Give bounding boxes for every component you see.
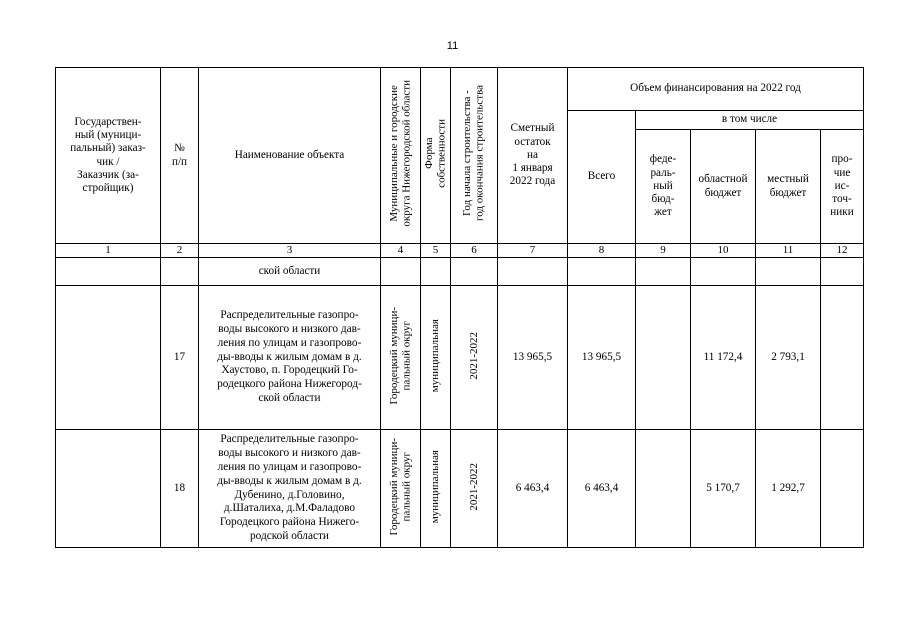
- row-federal: [636, 286, 691, 430]
- row-years: 2021-2022: [451, 286, 498, 430]
- object-name: Распределительные газопро- воды высокого и низкого дав- ления по улицам и газопрово- ды-вводы к жилым домам в д. Дубенино, д.Головино, д.Шаталиха, д.М.Фаладово Городецкого района Нижего- родской области: [199, 430, 381, 548]
- column-number: 5: [421, 244, 451, 258]
- column-number: 7: [498, 244, 568, 258]
- row-estimate: 6 463,4: [498, 430, 568, 548]
- continuation-text: ской области: [199, 258, 381, 286]
- continuation-row: [56, 258, 864, 286]
- row-local: 1 292,7: [756, 430, 821, 548]
- column-number: 10: [691, 244, 756, 258]
- row-ownership: муниципальная: [421, 430, 451, 548]
- row-federal: [636, 430, 691, 548]
- row-municipality: Городецкий муници- пальный округ: [381, 430, 421, 548]
- header-total: Всего: [568, 111, 636, 244]
- column-numbers-row: [56, 244, 864, 258]
- column-number: 6: [451, 244, 498, 258]
- header-local: местный бюджет: [756, 130, 821, 244]
- financing-table: [55, 67, 864, 548]
- header-years: Год начала строительства - год окончания строительства: [451, 68, 498, 244]
- header-financing: Объем финансирования на 2022 год: [568, 68, 864, 111]
- header-customer: Государствен- ный (муници- пальный) заказ- чик / Заказчик (за- стройщик): [56, 68, 161, 244]
- header-regional: областной бюджет: [691, 130, 756, 244]
- row-ownership: муниципальная: [421, 286, 451, 430]
- row-total: 13 965,5: [568, 286, 636, 430]
- header-ownership: Форма собственности: [421, 68, 451, 244]
- header-other: про- чие ис- точ- ники: [821, 130, 864, 244]
- header-no: № п/п: [161, 68, 199, 244]
- header-estimate-remainder: Сметный остаток на 1 января 2022 года: [498, 68, 568, 244]
- row-number: 18: [161, 430, 199, 548]
- header-including: в том числе: [636, 111, 864, 130]
- header-municipality: Муниципальные и городские округа Нижегородской области: [381, 68, 421, 244]
- row-municipality: Городецкий муници- пальный округ: [381, 286, 421, 430]
- header-object-name: Наименование объекта: [199, 68, 381, 244]
- table-row: [56, 430, 864, 548]
- column-number: 1: [56, 244, 161, 258]
- page-number: 11: [446, 40, 459, 52]
- row-other: [821, 430, 864, 548]
- column-number: 11: [756, 244, 821, 258]
- row-number: 17: [161, 286, 199, 430]
- column-number: 12: [821, 244, 864, 258]
- row-regional: 5 170,7: [691, 430, 756, 548]
- table-row: [56, 286, 864, 430]
- row-local: 2 793,1: [756, 286, 821, 430]
- row-total: 6 463,4: [568, 430, 636, 548]
- header-federal: феде- раль- ный бюд- жет: [636, 130, 691, 244]
- row-estimate: 13 965,5: [498, 286, 568, 430]
- column-number: 3: [199, 244, 381, 258]
- column-number: 4: [381, 244, 421, 258]
- object-name: Распределительные газопро- воды высокого и низкого дав- ления по улицам и газопрово- ды-вводы к жилым домам в д. Хаустово, п. Городецкий Го- родецкого района Нижегород- ской области: [199, 286, 381, 430]
- row-years: 2021-2022: [451, 430, 498, 548]
- row-other: [821, 286, 864, 430]
- row-regional: 11 172,4: [691, 286, 756, 430]
- column-number: 8: [568, 244, 636, 258]
- column-number: 9: [636, 244, 691, 258]
- column-number: 2: [161, 244, 199, 258]
